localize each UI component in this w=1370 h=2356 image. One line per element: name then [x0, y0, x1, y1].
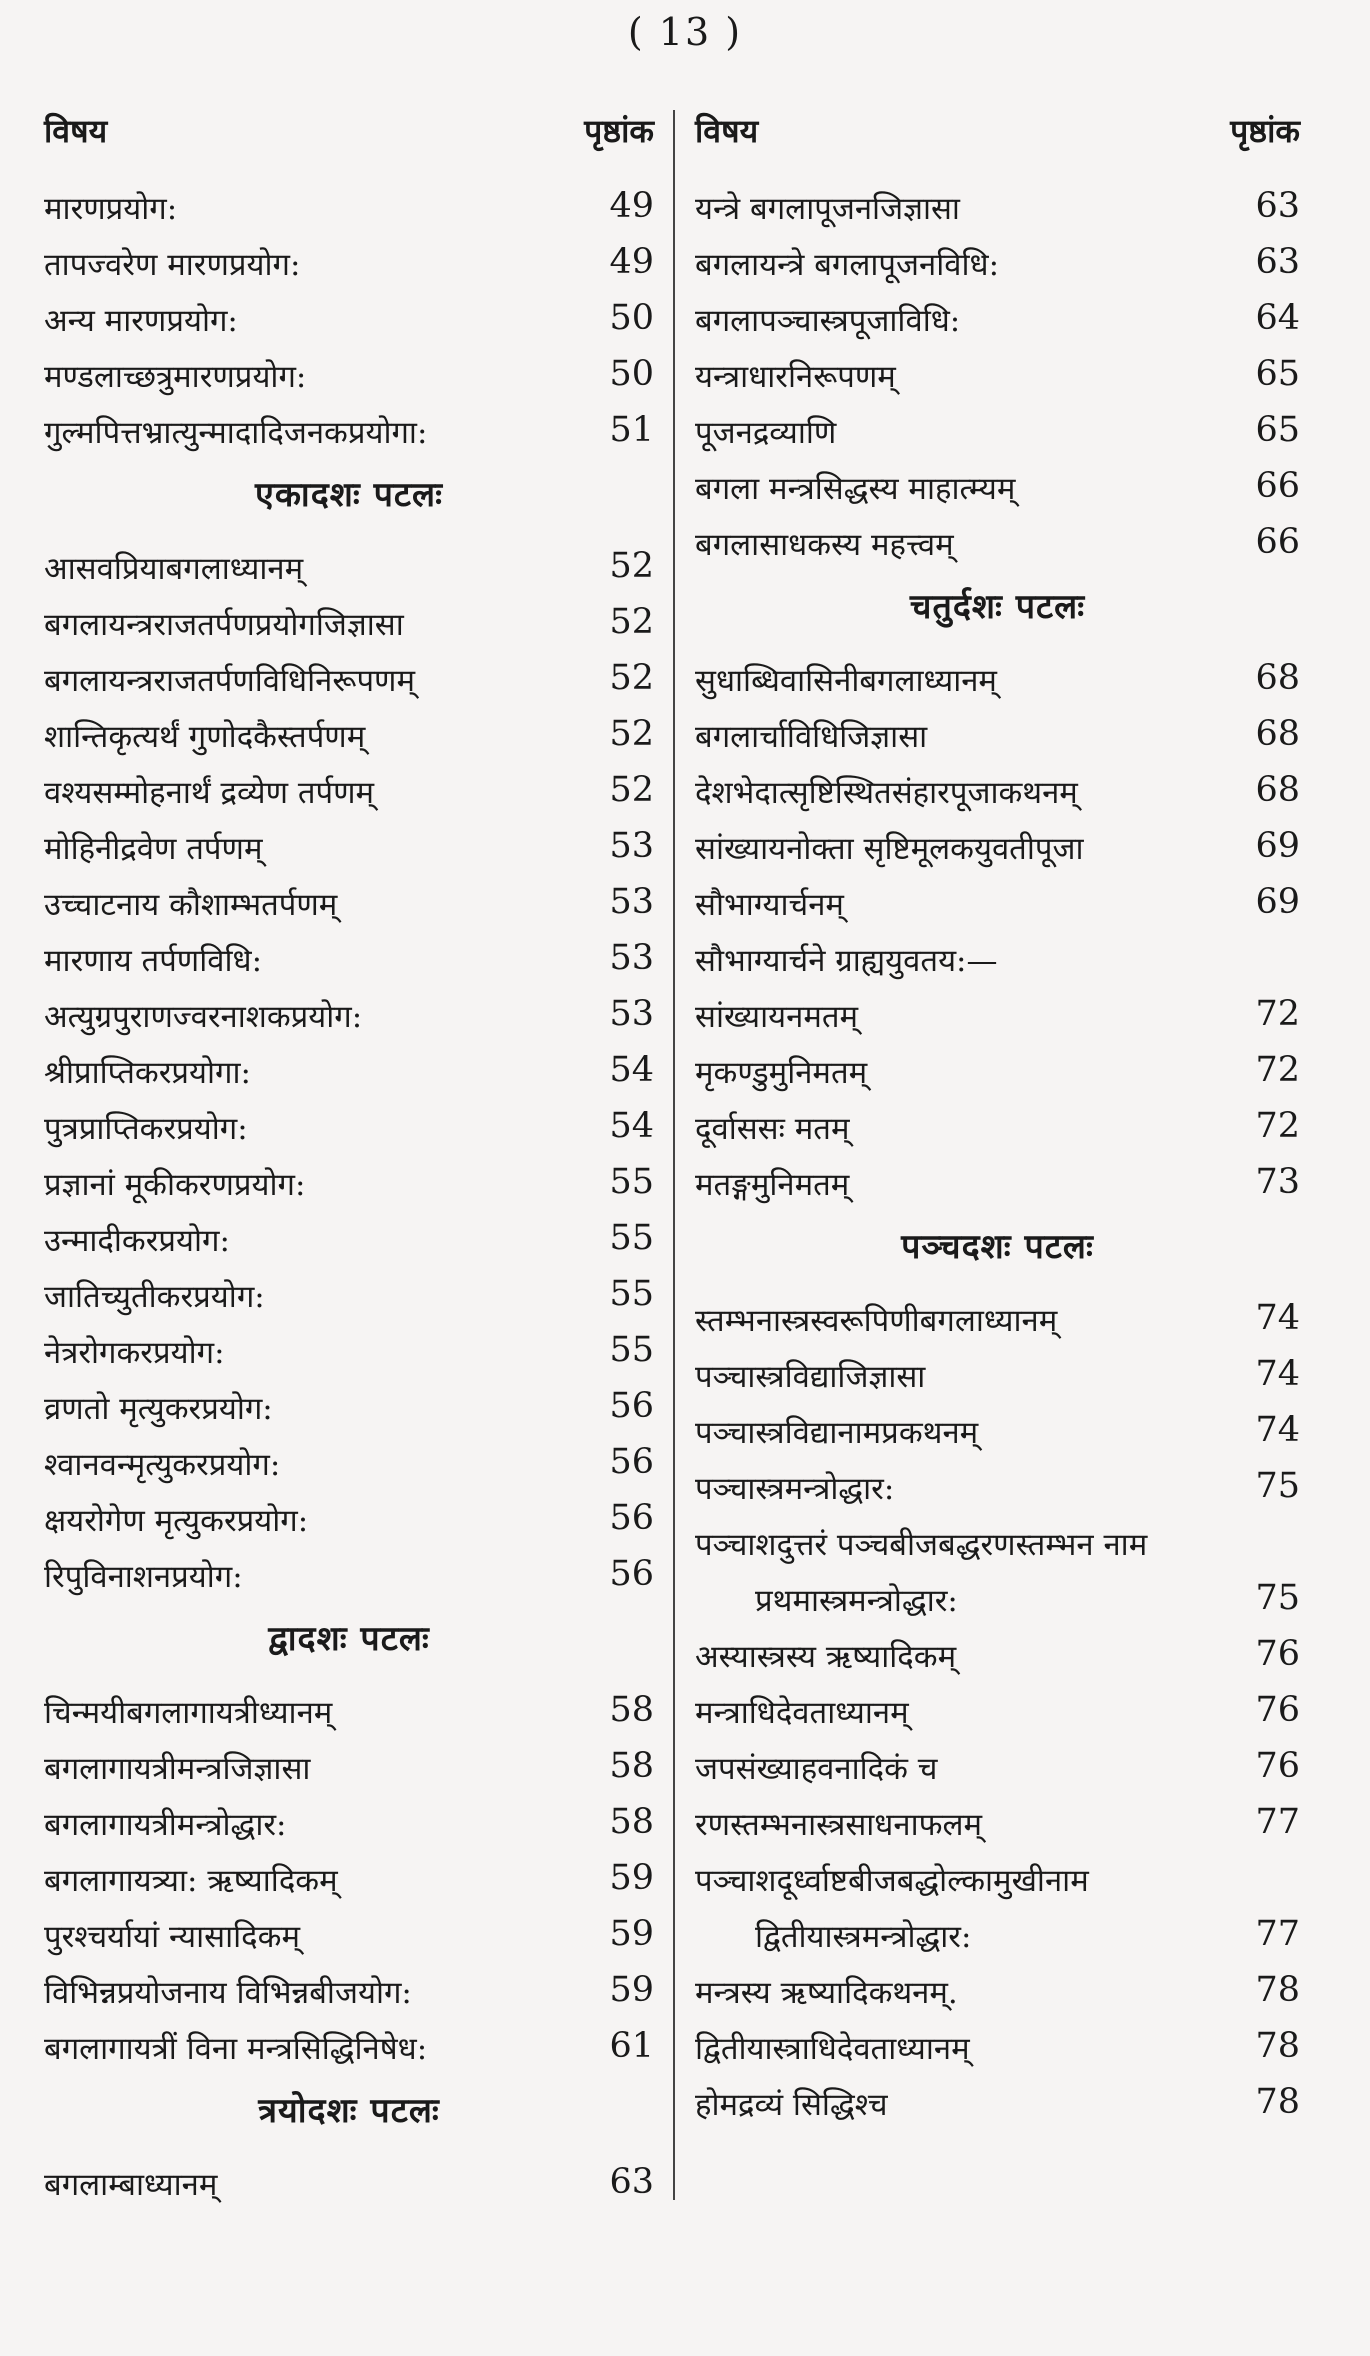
entry-title: बगलागायत्रीमन्त्रोद्धार:: [44, 1807, 287, 1844]
toc-entry: [44, 925, 654, 981]
entry-page-number: 58: [609, 1746, 654, 1787]
entry-page-number: 66: [1255, 466, 1300, 507]
toc-entry: [695, 1093, 1300, 1149]
toc-entry: [695, 1453, 1300, 1509]
entry-title: पञ्चाशदूर्ध्वाष्टबीजबद्धोल्कामुखीनाम: [695, 1863, 1089, 1900]
entry-page-number: 50: [609, 354, 654, 395]
entry-title: प्रज्ञानां मूकीकरणप्रयोग:: [44, 1167, 306, 1204]
toc-entry: [695, 1733, 1300, 1789]
entry-page-number: 59: [609, 1914, 654, 1955]
entry-title: मोहिनीद्रवेण तर्पणम्: [44, 831, 263, 868]
entry-page-number: 52: [609, 770, 654, 811]
toc-entry: [695, 1901, 1300, 1957]
entry-page-number: 51: [609, 410, 654, 451]
entry-page-number: 59: [609, 1858, 654, 1899]
toc-entry: [695, 1677, 1300, 1733]
toc-entry: [695, 1149, 1300, 1205]
entry-title: बगलागायत्र्या: ऋष्यादिकम्: [44, 1863, 338, 1900]
entry-page-number: 53: [609, 826, 654, 867]
entry-title: यन्त्रे बगलापूजनजिज्ञासा: [695, 191, 960, 228]
entry-page-number: 53: [609, 938, 654, 979]
toc-entry: [695, 1285, 1300, 1341]
entry-title: श्वानवन्मृत्युकरप्रयोग:: [44, 1447, 281, 1484]
left-column: [44, 105, 654, 2205]
entry-page-number: 78: [1255, 1970, 1300, 2011]
entry-title: जपसंख्याहवनादिकं च: [695, 1751, 938, 1788]
toc-entry: [44, 341, 654, 397]
entry-title: नेत्ररोगकरप्रयोग:: [44, 1335, 225, 1372]
entry-title: बगला मन्त्रसिद्धस्य माहात्म्यम्: [695, 471, 1016, 508]
toc-entry: [44, 229, 654, 285]
toc-entry: [44, 813, 654, 869]
entry-title: विभिन्नप्रयोजनाय विभिन्नबीजयोग:: [44, 1975, 412, 2012]
entry-title: बगलायन्त्रराजतर्पणप्रयोगजिज्ञासा: [44, 607, 404, 644]
toc-entry: [44, 701, 654, 757]
toc-entry: [695, 173, 1300, 229]
entry-page-number: 76: [1255, 1634, 1300, 1675]
entry-page-number: 68: [1255, 770, 1300, 811]
entry-page-number: 53: [609, 882, 654, 923]
entry-page-number: 64: [1255, 298, 1300, 339]
toc-entry: [44, 1205, 654, 1261]
entry-page-number: 56: [609, 1442, 654, 1483]
toc-entry: [44, 1093, 654, 1149]
entry-title: मतङ्गमुनिमतम्: [695, 1167, 850, 1204]
toc-entry: [44, 1037, 654, 1093]
toc-entry: [44, 1677, 654, 1733]
entry-title: बगलापञ्चास्त्रपूजाविधि:: [695, 303, 961, 340]
toc-entry: [44, 1901, 654, 1957]
toc-entry: [695, 701, 1300, 757]
section-heading: पञ्चदशः पटलः: [901, 1227, 1094, 1267]
entry-page-number: 49: [609, 242, 654, 283]
entry-title: गुल्मपित्तभ्रात्युन्मादादिजनकप्रयोगा:: [44, 415, 428, 452]
subject-header: विषय: [695, 111, 759, 150]
entry-title: रणस्तम्भनास्त्रसाधनाफलम्: [695, 1807, 983, 1844]
column-header: [695, 105, 1300, 155]
entry-page-number: 66: [1255, 522, 1300, 563]
entry-page-number: 58: [609, 1690, 654, 1731]
entry-title: तापज्वरेण मारणप्रयोग:: [44, 247, 301, 284]
subject-header: विषय: [44, 111, 108, 150]
entry-page-number: 52: [609, 714, 654, 755]
entry-page-number: 52: [609, 546, 654, 587]
entry-page-number: 54: [609, 1050, 654, 1091]
entry-page-number: 75: [1255, 1466, 1300, 1507]
toc-entry: [695, 925, 1300, 981]
toc-entry: [44, 533, 654, 589]
entry-title: बगलायन्त्रराजतर्पणविधिनिरूपणम्: [44, 663, 416, 700]
entry-title: पुरश्चर्यायां न्यासादिकम्: [44, 1919, 300, 1956]
toc-entry: [695, 1037, 1300, 1093]
toc-entry: [44, 2149, 654, 2205]
section-heading: चतुर्दशः पटलः: [909, 587, 1086, 627]
toc-entry: [44, 869, 654, 925]
toc-entry: [44, 1957, 654, 2013]
entry-page-number: 68: [1255, 658, 1300, 699]
entry-page-number: 52: [609, 658, 654, 699]
toc-entry: [695, 2069, 1300, 2125]
entry-page-number: 73: [1255, 1162, 1300, 1203]
entry-page-number: 55: [609, 1274, 654, 1315]
entry-title: सुधाब्धिवासिनीबगलाध्यानम्: [695, 663, 997, 700]
right-column: [695, 105, 1300, 2125]
contents-list: [695, 173, 1300, 2125]
toc-entry: [695, 645, 1300, 701]
toc-entry: [695, 509, 1300, 565]
toc-entry: [44, 1261, 654, 1317]
entry-title: पञ्चास्त्रमन्त्रोद्धार:: [695, 1471, 895, 1508]
toc-entry: [44, 1789, 654, 1845]
entry-title: पञ्चाशदुत्तरं पञ्चबीजबद्धरणस्तम्भन नाम: [695, 1527, 1148, 1564]
entry-title: सौभाग्यार्चने ग्राह्ययुवतय:—: [695, 943, 998, 980]
section-heading: त्रयोदशः पटलः: [258, 2091, 440, 2131]
entry-page-number: 74: [1255, 1410, 1300, 1451]
toc-entry: [695, 285, 1300, 341]
entry-page-number: 78: [1255, 2082, 1300, 2123]
entry-page-number: 59: [609, 1970, 654, 2011]
toc-entry: [44, 981, 654, 1037]
entry-page-number: 54: [609, 1106, 654, 1147]
entry-title: उच्चाटनाय कौशाम्भतर्पणम्: [44, 887, 338, 924]
toc-entry: [44, 1373, 654, 1429]
toc-entry: [44, 397, 654, 453]
entry-page-number: 77: [1255, 1914, 1300, 1955]
entry-title: मन्त्रस्य ऋष्यादिकथनम्.: [695, 1975, 958, 2012]
toc-entry: [695, 813, 1300, 869]
toc-entry: [695, 229, 1300, 285]
entry-title: शान्तिकृत्यर्थं गुणोदकैस्तर्पणम्: [44, 719, 366, 756]
entry-title: मारणाय तर्पणविधि:: [44, 943, 263, 980]
entry-page-number: 68: [1255, 714, 1300, 755]
entry-page-number: 56: [609, 1498, 654, 1539]
entry-page-number: 76: [1255, 1690, 1300, 1731]
entry-page-number: 65: [1255, 354, 1300, 395]
entry-page-number: 63: [1255, 242, 1300, 283]
entry-page-number: 55: [609, 1218, 654, 1259]
entry-title: सांख्यायनमतम्: [695, 999, 859, 1036]
toc-entry: [695, 397, 1300, 453]
toc-entry: [695, 1341, 1300, 1397]
entry-title: यन्त्राधारनिरूपणम्: [695, 359, 896, 396]
toc-entry: [695, 757, 1300, 813]
entry-page-number: 49: [609, 186, 654, 227]
toc-entry: [44, 2013, 654, 2069]
entry-page-number: 63: [609, 2162, 654, 2203]
entry-page-number: 78: [1255, 2026, 1300, 2067]
toc-entry: [44, 589, 654, 645]
toc-entry: [695, 1397, 1300, 1453]
entry-title: वश्यसम्मोहनार्थं द्रव्येण तर्पणम्: [44, 775, 375, 812]
toc-entry: [695, 1789, 1300, 1845]
column-divider: [673, 110, 675, 2200]
toc-entry: [695, 453, 1300, 509]
entry-title: मन्त्राधिदेवताध्यानम्: [695, 1695, 909, 1732]
entry-title: स्तम्भनास्त्रस्वरूपिणीबगलाध्यानम्: [695, 1303, 1058, 1340]
entry-title: द्वितीयास्त्रमन्त्रोद्धार:: [755, 1919, 972, 1956]
toc-entry: [695, 981, 1300, 1037]
toc-entry: [44, 173, 654, 229]
entry-title: द्वितीयास्त्राधिदेवताध्यानम्: [695, 2031, 970, 2068]
entry-title: देशभेदात्सृष्टिस्थितसंहारपूजाकथनम्: [695, 775, 1078, 812]
entry-title: अस्यास्त्रस्य ऋष्यादिकम्: [695, 1639, 957, 1676]
toc-entry: [695, 1565, 1300, 1621]
entry-page-number: 76: [1255, 1746, 1300, 1787]
entry-page-number: 74: [1255, 1354, 1300, 1395]
entry-page-number: 55: [609, 1162, 654, 1203]
entry-page-number: 74: [1255, 1298, 1300, 1339]
entry-page-number: 69: [1255, 826, 1300, 867]
entry-title: अत्युग्रपुराणज्वरनाशकप्रयोग:: [44, 999, 363, 1036]
entry-title: उन्मादीकरप्रयोग:: [44, 1223, 230, 1260]
entry-page-number: 77: [1255, 1802, 1300, 1843]
column-header: [44, 105, 654, 155]
toc-entry: [44, 1317, 654, 1373]
toc-entry: [695, 341, 1300, 397]
entry-page-number: 72: [1255, 1106, 1300, 1147]
entry-title: सांख्यायनोक्ता सृष्टिमूलकयुवतीपूजा: [695, 831, 1084, 868]
section-heading: एकादशः पटलः: [255, 475, 443, 515]
page-header: पृष्ठांक: [584, 111, 654, 150]
entry-title: पूजनद्रव्याणि: [695, 415, 837, 452]
entry-title: व्रणतो मृत्युकरप्रयोग:: [44, 1391, 273, 1428]
entry-page-number: 56: [609, 1386, 654, 1427]
entry-title: मारणप्रयोग:: [44, 191, 178, 228]
toc-entry: [695, 1509, 1300, 1565]
entry-page-number: 52: [609, 602, 654, 643]
toc-entry: [44, 1149, 654, 1205]
toc-entry: [695, 1957, 1300, 2013]
entry-title: जातिच्युतीकरप्रयोग:: [44, 1279, 265, 1316]
toc-entry: [44, 645, 654, 701]
entry-page-number: 75: [1255, 1578, 1300, 1619]
entry-title: दूर्वाससः मतम्: [695, 1111, 850, 1148]
entry-title: पञ्चास्त्रविद्याजिज्ञासा: [695, 1359, 926, 1396]
entry-title: क्षयरोगेण मृत्युकरप्रयोग:: [44, 1503, 309, 1540]
entry-title: मृकण्डुमुनिमतम्: [695, 1055, 868, 1092]
entry-page-number: 72: [1255, 1050, 1300, 1091]
entry-page-number: 72: [1255, 994, 1300, 1035]
entry-page-number: 53: [609, 994, 654, 1035]
entry-page-number: 56: [609, 1554, 654, 1595]
entry-page-number: 65: [1255, 410, 1300, 451]
entry-title: बगलागायत्रीं विना मन्त्रसिद्धिनिषेध:: [44, 2031, 428, 2068]
toc-entry: [695, 2013, 1300, 2069]
entry-title: बगलासाधकस्य महत्त्वम्: [695, 527, 954, 564]
entry-title: मण्डलाच्छत्रुमारणप्रयोग:: [44, 359, 307, 396]
entry-page-number: 55: [609, 1330, 654, 1371]
entry-title: रिपुविनाशनप्रयोग:: [44, 1559, 243, 1596]
entry-title: पुत्रप्राप्तिकरप्रयोग:: [44, 1111, 248, 1148]
page-number: ( 13 ): [627, 10, 743, 54]
toc-entry: [44, 757, 654, 813]
toc-entry: [695, 1845, 1300, 1901]
toc-entry: [695, 869, 1300, 925]
page-header: पृष्ठांक: [1230, 111, 1300, 150]
entry-title: बगलाम्बाध्यानम्: [44, 2167, 218, 2204]
entry-page-number: 50: [609, 298, 654, 339]
entry-title: बगलागायत्रीमन्त्रजिज्ञासा: [44, 1751, 311, 1788]
toc-entry: [44, 1733, 654, 1789]
entry-title: प्रथमास्त्रमन्त्रोद्धार:: [755, 1583, 958, 1620]
entry-title: आसवप्रियाबगलाध्यानम्: [44, 551, 304, 588]
entry-page-number: 61: [609, 2026, 654, 2067]
entry-title: होमद्रव्यं सिद्धिश्च: [695, 2087, 888, 2124]
toc-entry: [44, 1845, 654, 1901]
entry-page-number: 63: [1255, 186, 1300, 227]
toc-entry: [44, 1541, 654, 1597]
entry-title: पञ्चास्त्रविद्यानामप्रकथनम्: [695, 1415, 979, 1452]
toc-entry: [44, 1429, 654, 1485]
toc-entry: [44, 1485, 654, 1541]
entry-title: सौभाग्यार्चनम्: [695, 887, 844, 924]
entry-page-number: 69: [1255, 882, 1300, 923]
toc-entry: [44, 285, 654, 341]
entry-page-number: 58: [609, 1802, 654, 1843]
entry-title: बगलार्चाविधिजिज्ञासा: [695, 719, 928, 756]
entry-title: अन्य मारणप्रयोग:: [44, 303, 238, 340]
entry-title: बगलायन्त्रे बगलापूजनविधि:: [695, 247, 1000, 284]
section-heading: द्वादशः पटलः: [268, 1619, 430, 1659]
entry-title: चिन्मयीबगलागायत्रीध्यानम्: [44, 1695, 333, 1732]
contents-list: [44, 173, 654, 2205]
entry-title: श्रीप्राप्तिकरप्रयोगा:: [44, 1055, 251, 1092]
toc-entry: [695, 1621, 1300, 1677]
